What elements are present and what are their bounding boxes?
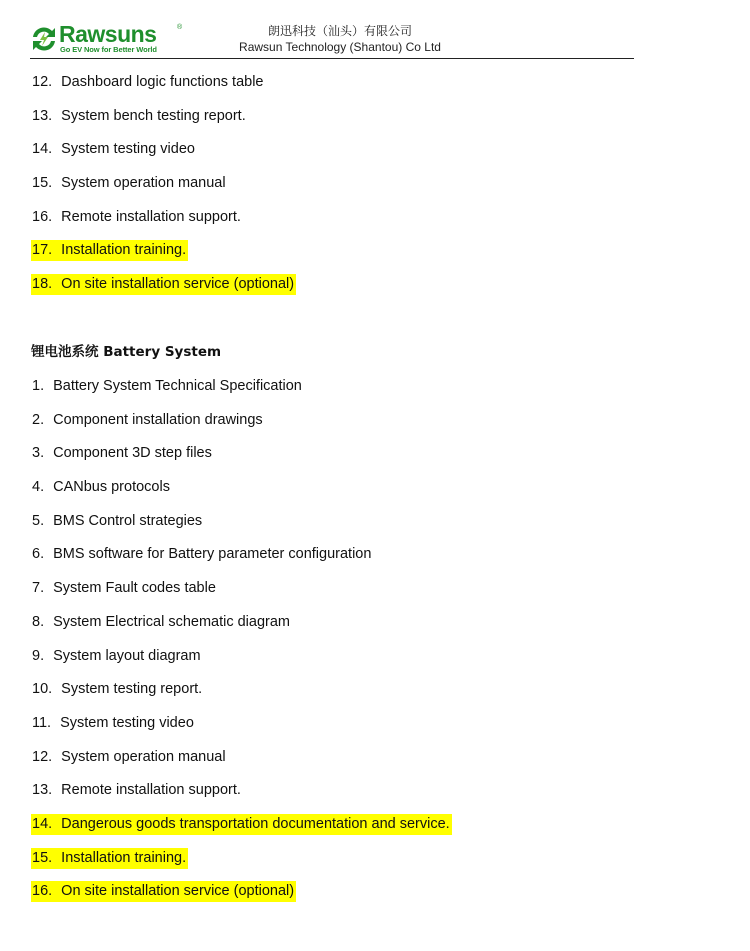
list-item-text xyxy=(31,72,266,93)
battery-system-deliverables-list xyxy=(31,376,452,915)
list-item-text xyxy=(31,240,188,261)
list-item xyxy=(31,139,296,160)
company-name-cn: 朗迅科技（汕头）有限公司 xyxy=(267,24,412,38)
list-item-number: 1. xyxy=(32,378,45,394)
list-item-number: 13. xyxy=(32,107,53,124)
list-item-label: System Electrical schematic diagram xyxy=(53,613,291,630)
list-item-number: 9. xyxy=(32,647,45,664)
list-item-number: 16. xyxy=(32,208,53,225)
list-item xyxy=(31,106,296,127)
list-item-number: 4. xyxy=(32,479,45,496)
list-item xyxy=(31,443,452,464)
list-item-text xyxy=(31,207,243,228)
list-item xyxy=(31,713,452,734)
list-item xyxy=(31,240,296,261)
list-item-number: 7. xyxy=(32,580,45,597)
rawsuns-logo xyxy=(30,22,190,56)
list-item-label: Dangerous goods transportation documentation and service. xyxy=(61,815,450,832)
list-item xyxy=(31,410,452,431)
list-item-label: System bench testing report. xyxy=(61,107,246,124)
list-item xyxy=(31,780,452,801)
list-item xyxy=(31,544,452,565)
list-item-text xyxy=(31,848,188,869)
list-item xyxy=(31,646,452,667)
list-item-number: 10. xyxy=(32,681,53,698)
list-item xyxy=(31,881,452,902)
list-item-label: System operation manual xyxy=(61,175,226,192)
list-item-label: Component installation drawings xyxy=(53,411,263,428)
section-title-battery-system: 锂电池系统 Battery System xyxy=(31,344,222,360)
list-item-text xyxy=(31,612,292,633)
logo-arrows-icon xyxy=(30,25,58,53)
list-item-text xyxy=(31,443,214,464)
list-item xyxy=(31,376,452,397)
list-item-text xyxy=(31,106,248,127)
list-item-label: System Fault codes table xyxy=(53,580,216,597)
list-item-label: BMS software for Battery parameter configuration xyxy=(53,546,372,563)
list-item-number: 15. xyxy=(32,175,53,192)
list-item xyxy=(31,679,452,700)
list-item-number: 5. xyxy=(32,512,45,529)
list-item-text xyxy=(31,578,218,599)
list-item-number: 11. xyxy=(32,714,52,731)
list-item-number: 13. xyxy=(32,782,53,799)
list-item-label: On site installation service (optional) xyxy=(61,883,295,900)
list-item-text xyxy=(31,410,265,431)
list-item-number: 12. xyxy=(32,74,53,90)
logo-registered-mark: ® xyxy=(177,24,183,31)
list-item-text xyxy=(31,646,203,667)
list-item xyxy=(31,477,452,498)
list-item-number: 18. xyxy=(32,276,53,293)
list-item-text xyxy=(31,713,196,734)
list-item-text xyxy=(31,173,228,194)
list-item-number: 6. xyxy=(32,546,45,563)
list-item-text xyxy=(31,544,373,565)
list-item xyxy=(31,274,296,295)
list-item xyxy=(31,578,452,599)
list-item-text xyxy=(31,477,172,498)
list-item-label: On site installation service (optional) xyxy=(61,276,295,293)
list-item-number: 14. xyxy=(32,141,53,158)
company-name-en: Rawsun Technology (Shantou) Co Ltd xyxy=(239,40,441,54)
list-item-number: 17. xyxy=(32,242,53,259)
list-item-text xyxy=(31,679,204,700)
list-item-number: 8. xyxy=(32,613,45,630)
list-item-label: Battery System Technical Specification xyxy=(53,378,302,394)
list-item-label: Installation training. xyxy=(61,849,187,866)
list-item-text xyxy=(31,780,243,801)
list-item-label: System testing report. xyxy=(61,681,203,698)
deliverables-list-continued xyxy=(31,72,296,308)
list-item-number: 12. xyxy=(32,748,53,765)
company-name xyxy=(235,23,445,56)
logo-tagline: Go EV Now for Better World xyxy=(60,45,157,54)
list-item-number: 14. xyxy=(32,815,53,832)
list-item-label: BMS Control strategies xyxy=(53,512,203,529)
list-item-text xyxy=(31,814,452,835)
page-header xyxy=(30,18,634,59)
list-item-label: System layout diagram xyxy=(53,647,201,664)
list-item-label: System operation manual xyxy=(61,748,226,765)
list-item xyxy=(31,207,296,228)
list-item-number: 16. xyxy=(32,883,53,900)
logo-brand: Rawsuns xyxy=(59,21,157,47)
list-item-label: System testing video xyxy=(60,714,194,731)
list-item xyxy=(31,814,452,835)
list-item-text xyxy=(31,881,296,902)
list-item-text xyxy=(31,274,296,295)
list-item xyxy=(31,747,452,768)
list-item-number: 2. xyxy=(32,411,45,428)
list-item-text xyxy=(31,747,228,768)
list-item xyxy=(31,511,452,532)
list-item-text xyxy=(31,139,197,160)
list-item-label: System testing video xyxy=(61,141,195,158)
list-item-text xyxy=(31,376,304,397)
list-item-label: Dashboard logic functions table xyxy=(61,74,264,90)
list-item-text xyxy=(31,511,204,532)
list-item xyxy=(31,848,452,869)
list-item-label: Remote installation support. xyxy=(61,782,241,799)
list-item-label: Remote installation support. xyxy=(61,208,241,225)
list-item xyxy=(31,612,452,633)
list-item xyxy=(31,173,296,194)
list-item xyxy=(31,72,296,93)
list-item-label: Component 3D step files xyxy=(53,445,212,462)
list-item-number: 15. xyxy=(32,849,53,866)
list-item-label: CANbus protocols xyxy=(53,479,170,496)
list-item-label: Installation training. xyxy=(61,242,187,259)
list-item-number: 3. xyxy=(32,445,45,462)
